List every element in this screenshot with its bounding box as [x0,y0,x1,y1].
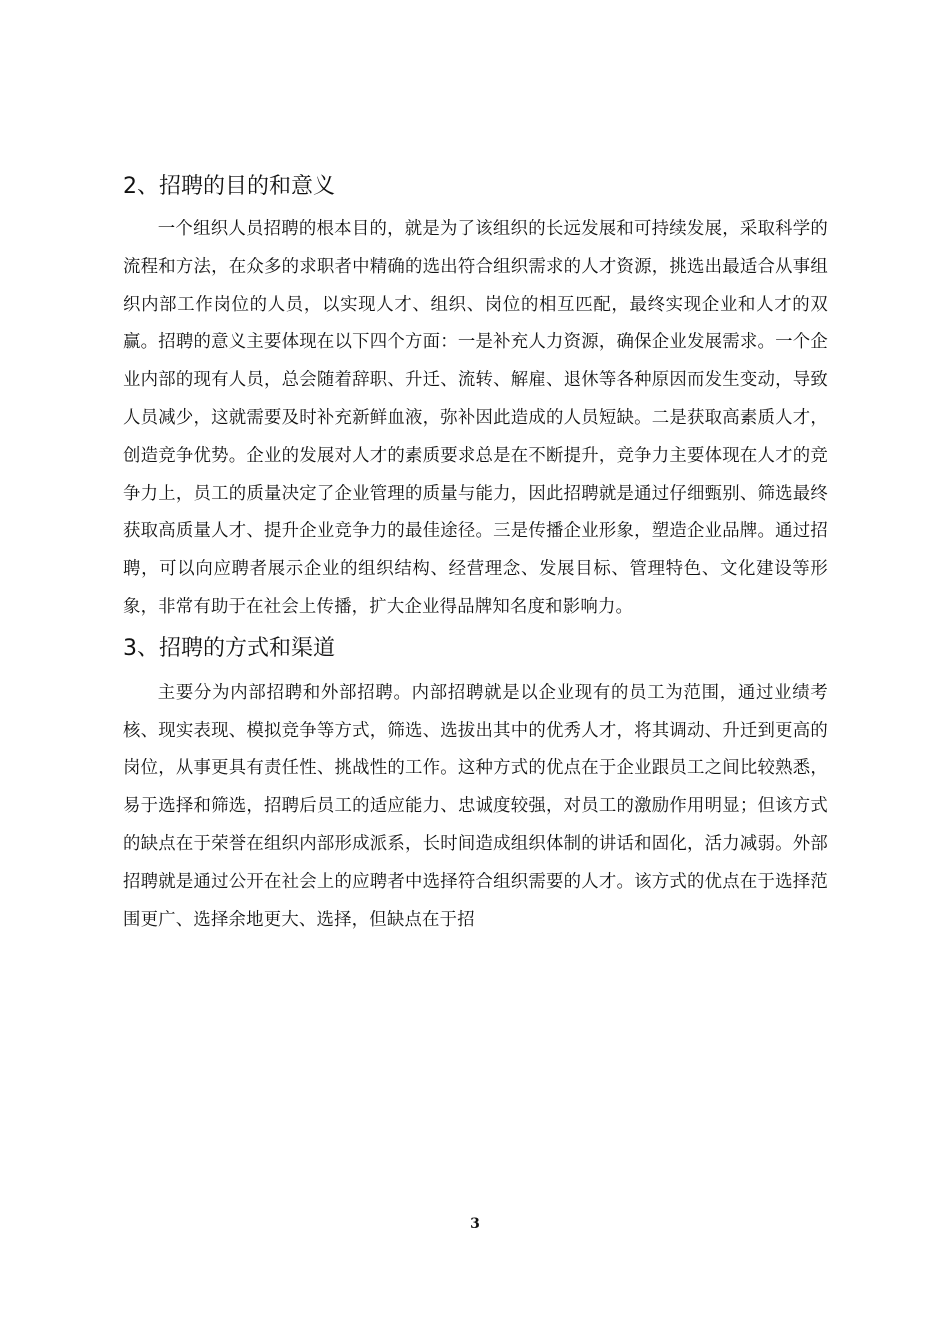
section-body-purpose: 一个组织人员招聘的根本目的，就是为了该组织的长远发展和可持续发展，采取科学的流程和方法，在众多的求职者中精确的选出符合组织需求的人才资源，挑选出最适合从事组织内部工作岗位的人员，以实现人才、组织、岗位的相互匹配，最终实现企业和人才的双赢。招聘的意义主要体现在以下四个方面：一是补充人力资源，确保企业发展需求。一个企业内部的现有人员，总会随着辞职、升迁、流转、解雇、退休等各种原因而发生变动，导致人员减少，这就需要及时补充新鲜血液，弥补因此造成的人员短缺。二是获取高素质人才，创造竞争优势。企业的发展对人才的素质要求总是在不断提升，竞争力主要体现在人才的竞争力上，员工的质量决定了企业管理的质量与能力，因此招聘就是通过仔细甄别、筛选最终获取高质量人才、提升企业竞争力的最佳途径。三是传播企业形象，塑造企业品牌。通过招聘，可以向应聘者展示企业的组织结构、经营理念、发展目标、管理特色、文化建设等形象，非常有助于在社会上传播，扩大企业得品牌知名度和影响力。 [123,219,828,617]
section-heading-methods: 3、招聘的方式和渠道 [123,635,335,661]
section-heading-purpose: 2、招聘的目的和意义 [123,174,335,199]
page-number: 3 [470,1216,480,1232]
section-body-methods: 主要分为内部招聘和外部招聘。内部招聘就是以企业现有的员工为范围，通过业绩考核、现实表现、模拟竞争等方式，筛选、选拔出其中的优秀人才，将其调动、升迁到更高的岗位，从事更具有责任性、挑战性的工作。这种方式的优点在于企业跟员工之间比较熟悉，易于选择和筛选，招聘后员工的适应能力、忠诚度较强，对员工的激励作用明显；但该方式的缺点在于荣誉在组织内部形成派系，长时间造成组织体制的讲话和固化，活力减弱。外部招聘就是通过公开在社会上的应聘者中选择符合组织需要的人才。该方式的优点在于选择范围更广、选择余地更大、选择，但缺点在于招 [123,682,828,930]
page-content [123,165,828,939]
